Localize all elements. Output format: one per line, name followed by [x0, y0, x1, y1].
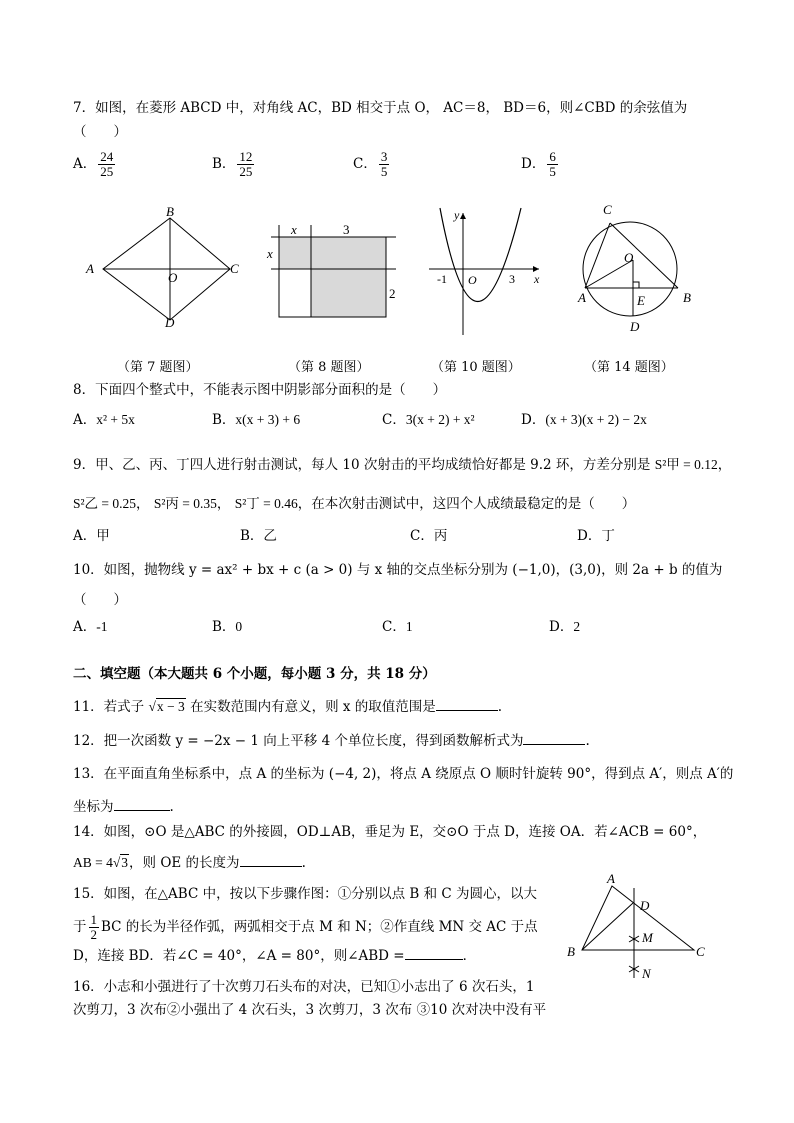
q16-line1: 16．小志和小强进行了十次剪刀石头布的对决，已知①小志出了 6 次石头，1 [73, 979, 535, 995]
fig10-label-3: 3 [509, 272, 515, 286]
figure-15-triangle [562, 870, 722, 985]
figure-10-caption: （第 10 题图） [431, 360, 521, 375]
q10-option-a: A．-1 [73, 619, 108, 635]
q15-answer-blank [405, 947, 463, 960]
q8-option-c: C．3(x + 2) + x² [382, 412, 475, 428]
fig7-label-c: C [230, 261, 239, 276]
fig7-label-o: O [168, 270, 178, 285]
q12-answer-blank [523, 732, 585, 745]
fig8-label-2: 2 [389, 286, 396, 301]
q8-option-b: B．x(x + 3) + 6 [212, 412, 301, 428]
fig10-label-minus1: -1 [437, 272, 447, 286]
figure-14-caption: （第 14 题图） [584, 360, 674, 375]
figure-7-caption: （第 7 题图） [117, 360, 199, 375]
fig15-label-b: B [567, 944, 575, 959]
figure-10-parabola [425, 205, 555, 340]
q7-stem: 7．如图，在菱形 ABCD 中，对角线 AC，BD 相交于点 O， AC＝8， BD＝6，则∠CBD 的余弦值为 [73, 100, 688, 116]
fig15-label-a: A [607, 871, 615, 886]
q11-radicand: x − 3 [156, 699, 185, 714]
q9-option-d: D．丁 [577, 528, 615, 544]
fig14-label-b: B [683, 290, 691, 305]
fig14-label-d: D [630, 319, 640, 334]
fig7-label-d: D [165, 315, 175, 330]
q13-line2: 坐标为 . [73, 799, 174, 815]
fig10-label-x: x [534, 272, 540, 286]
q9-stem-line1: 9．甲、乙、丙、丁四人进行射击测试，每人 10 次射击的平均成绩恰好都是 9.2 环，方差分别是 S²甲 = 0.12， [73, 457, 732, 473]
fig7-label-a: A [86, 261, 94, 276]
fig15-label-d: D [640, 898, 650, 913]
q9-option-b: B．乙 [240, 528, 277, 544]
q10-option-b: B．0 [212, 619, 243, 635]
fig14-label-a: A [578, 290, 586, 305]
figure-7-rhombus [80, 200, 250, 340]
q11-answer-blank [436, 698, 498, 711]
fig7-label-b: B [166, 204, 174, 219]
q10-option-d: D．2 [549, 619, 581, 635]
fig14-label-o: O [624, 250, 634, 265]
fig10-label-o: O [468, 273, 477, 287]
fig8-label-x-left: x [267, 246, 273, 261]
q10-option-c: C．1 [382, 619, 413, 635]
q14-line2: AB = 4√3，则 OE 的长度为 . [73, 855, 306, 871]
q15-line1: 15．如图，在△ABC 中，按以下步骤作图：①分别以点 B 和 C 为圆心，以大 [73, 886, 538, 902]
q10-stem: 10．如图，抛物线 y = ax² + bx + c (a > 0) 与 x 轴的交点坐标分别为 (−1,0)，(3,0)，则 2a + b 的值为 [73, 562, 723, 578]
section-2-title: 二、填空题（本大题共 6 个小题，每小题 3 分，共 18 分） [73, 666, 436, 682]
q9-option-a: A．甲 [73, 528, 110, 544]
fig15-label-c: C [696, 944, 705, 959]
q8-option-a: A．x² + 5x [73, 412, 135, 428]
q12-line: 12．把一次函数 y = −2x − 1 向上平移 4 个单位长度，得到函数解析式为 . [73, 733, 590, 749]
fig10-label-y: y [454, 208, 460, 222]
q13-answer-blank [114, 798, 170, 811]
q15-line2: 于 $\frac{1}{2}$ BC 的长为半径作弧，两弧相交于点 M 和 N；②作直线 MN 交 AC 于点 [73, 912, 538, 942]
figure-8-rectangle [265, 220, 415, 330]
fig8-label-3: 3 [343, 222, 350, 237]
q11-line: 11．若式子 √x − 3 在实数范围内有意义，则 x 的取值范围是 . [73, 699, 503, 715]
q7-option-d: D． $\frac{6}{5}$ [521, 149, 556, 179]
q8-stem: 8．下面四个整式中，不能表示图中阴影部分面积的是（ ） [73, 382, 447, 398]
q9-option-c: C．丙 [410, 528, 448, 544]
q10-paren: （ ） [73, 592, 127, 608]
figure-8-caption: （第 8 题图） [288, 360, 370, 375]
figure-14-circle [570, 200, 700, 340]
fig14-label-c: C [603, 202, 612, 217]
fig14-label-e: E [637, 293, 645, 308]
q7-option-a: A． $\frac{24}{25}$ [73, 149, 114, 179]
fig8-label-x-top: x [291, 222, 297, 237]
q16-line2: 次剪刀，3 次布②小强出了 4 次石头，3 次剪刀，3 次布 ③10 次对决中没有平 [73, 1002, 547, 1018]
q14-answer-blank [240, 854, 302, 867]
q8-option-d: D．(x + 3)(x + 2) − 2x [521, 412, 647, 428]
q9-variance-jia: S²甲 = 0.12， [654, 457, 732, 472]
q15-line3: D，连接 BD．若∠C = 40°，∠A = 80°，则∠ABD = ． [73, 948, 477, 964]
fig15-label-m: M [642, 930, 653, 945]
q7-option-c: C． $\frac{3}{5}$ [353, 149, 388, 179]
q14-line1: 14．如图，⊙O 是△ABC 的外接圆，OD⊥AB，垂足为 E，交⊙O 于点 D，连接 OA．若∠ACB = 60°， [73, 824, 707, 840]
q13-line1: 13．在平面直角坐标系中，点 A 的坐标为 (−4, 2)，将点 A 绕原点 O 顺时针旋转 90°，得到点 A′，则点 A′的 [73, 766, 734, 782]
q9-stem-line2: S²乙 = 0.25， S²丙 = 0.35， S²丁 = 0.46，在本次射击测试中，这四个人成绩最稳定的是（ ） [73, 496, 636, 512]
q7-option-b: B． $\frac{12}{25}$ [212, 149, 253, 179]
fig15-label-n: N [642, 966, 651, 981]
q7-paren: （ ） [73, 124, 127, 140]
